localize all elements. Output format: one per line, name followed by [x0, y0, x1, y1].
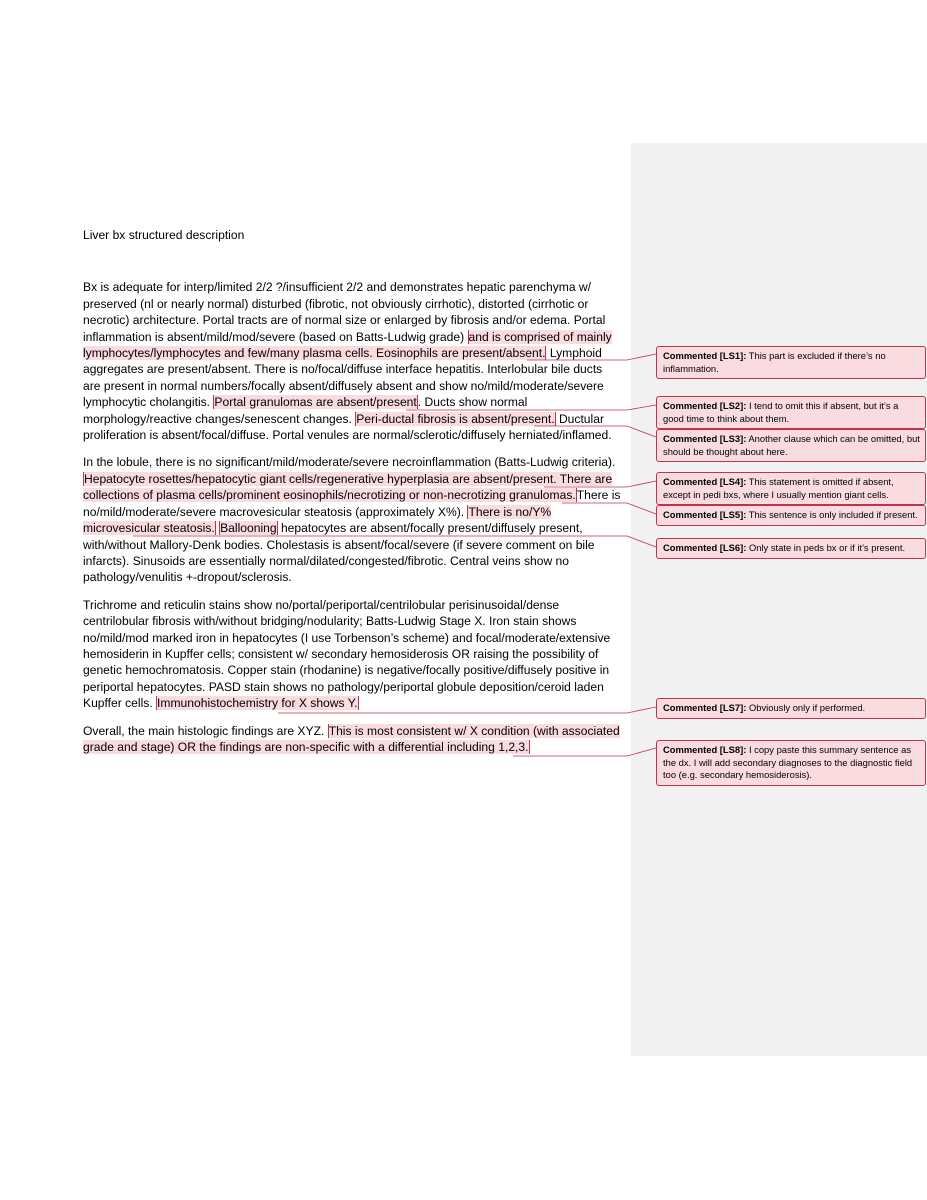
comment-anchor-ls4[interactable]: Hepatocyte rosettes/hepatocytic giant cells/regenerative hyperplasia are absent/present. There are collections of plasma cells/prominent eosinophils/necrotizing or non-necrotizing granulomas. — [83, 471, 613, 503]
text-run: Trichrome and reticulin stains show no/portal/periportal/centrilobular perisinusoidal/dense centrilobular fibrosis with/without bridging/nodularity; Batts-Ludwig Stage X. Iron stain shows no/mild/mod marked iron in hepatocytes (I use Torbenson’s scheme) and focal/moderate/extensive hemosiderin in Kupffer cells; consistent w/ secondary hemosiderosis OR raising the possibility of genetic hemochromatosis. Copper stain (rhodanine) is negative/focally positive/diffusely positive in periportal hepatocytes. PASD stain shows no pathology/periportal globule deposition/ceroid laden Kupffer cells. — [83, 597, 611, 711]
comment-pane — [631, 143, 927, 1056]
comment-label: Commented [LS5]: — [663, 509, 747, 520]
comment-ls4[interactable] — [656, 472, 926, 505]
comment-anchor-ls6[interactable]: Ballooning — [220, 521, 277, 536]
comment-label: Commented [LS1]: — [663, 350, 747, 361]
comment-anchor-ls5[interactable]: There is no/Y% microvesicular steatosis. — [83, 504, 552, 536]
comment-text: I tend to omit this if absent, but it’s a good time to think about them. — [663, 400, 899, 424]
paragraph-lobule — [83, 454, 623, 585]
text-run: Ductular proliferation is absent/focal/diffuse. Portal venules are normal/sclerotic/diffusely herniated/inflamed. — [83, 411, 612, 443]
paragraph-portal — [83, 279, 623, 443]
document-body — [83, 227, 623, 766]
text-run: There is no/mild/moderate/severe macrovesicular steatosis (approximately X%). — [83, 488, 621, 519]
comment-ls2[interactable] — [656, 396, 926, 429]
comment-ls5[interactable] — [656, 505, 926, 526]
text-run: Lymphoid aggregates are present/absent. There is no/focal/diffuse interface hepatitis. Interlobular bile ducts are present in normal numbers/focally absent/diffusely absent and show no/mild/moderate/severe lymphocytic cholangitis. — [83, 346, 604, 410]
comment-label: Commented [LS6]: — [663, 542, 747, 553]
comment-text: Obviously only if performed. — [746, 702, 866, 713]
comment-text: This part is excluded if there’s no inflammation. — [663, 350, 886, 374]
comment-text: This sentence is only included if present. — [746, 509, 918, 520]
text-run: . Ducts show normal morphology/reactive changes/senescent changes. — [83, 395, 528, 426]
text-run: In the lobule, there is no significant/mild/moderate/severe necroinflammation (Batts-Ludwig criteria). — [83, 455, 616, 470]
comment-text: Only state in peds bx or if it’s present. — [746, 542, 906, 553]
comment-text: I copy paste this summary sentence as the dx. I will add secondary diagnoses to the diagnostic field too (e.g. secondary hemosiderosis). — [663, 744, 913, 781]
comment-ls7[interactable] — [656, 698, 926, 719]
comment-label: Commented [LS8]: — [663, 744, 747, 755]
comment-anchor-ls2[interactable]: Portal granulomas are absent/present — [214, 395, 417, 410]
paragraph-stains — [83, 597, 623, 712]
comment-ls1[interactable] — [656, 346, 926, 379]
comment-anchor-ls1[interactable]: and is comprised of mainly lymphocytes/lymphocytes and few/many plasma cells. Eosinophils are present/absent. — [83, 329, 612, 361]
comment-label: Commented [LS3]: — [663, 433, 747, 444]
comment-ls8[interactable] — [656, 740, 926, 786]
comment-label: Commented [LS7]: — [663, 702, 747, 713]
text-run: hepatocytes are absent/focally present/diffusely present, with/without Mallory-Denk bodies. Cholestasis is absent/focal/severe (if severe comment on bile infarcts). Sinusoids are essentially normal/dilated/congested/fibrotic. Central veins show no pathology/venulitis +-dropout/sclerosis. — [83, 521, 595, 585]
comment-ls3[interactable] — [656, 429, 926, 462]
document-title: Liver bx structured description — [83, 228, 245, 242]
comment-label: Commented [LS4]: — [663, 476, 747, 487]
comment-label: Commented [LS2]: — [663, 400, 747, 411]
text-run: Bx is adequate for interp/limited 2/2 ?/insufficient 2/2 and demonstrates hepatic parenchyma w/ preserved (nl or nearly normal) disturbed (fibrotic, not obviously cirrhotic), distorted (cirrhotic or necrotic) architecture. Portal tracts are of normal size or enlarged by fibrosis and/or edema. Portal inflammation is absent/mild/mod/severe (based on Batts-Ludwig grade) — [83, 280, 606, 344]
comment-anchor-ls7[interactable]: Immunohistochemistry for X shows Y. — [157, 696, 358, 711]
paragraph-summary — [83, 723, 623, 756]
text-run: Overall, the main histologic findings are XYZ. — [83, 723, 328, 738]
comment-anchor-ls8[interactable]: This is most consistent w/ X condition (with associated grade and stage) OR the findings are non-specific with a differential including 1,2,3. — [83, 723, 620, 754]
comment-text: Another clause which can be omitted, but should be thought about here. — [663, 433, 920, 457]
comment-text: This statement is omitted if absent, except in pedi bxs, where I usually mention giant cells. — [663, 476, 894, 500]
comment-anchor-ls3[interactable]: Peri-ductal fibrosis is absent/present. — [356, 411, 555, 426]
comment-ls6[interactable] — [656, 538, 926, 559]
